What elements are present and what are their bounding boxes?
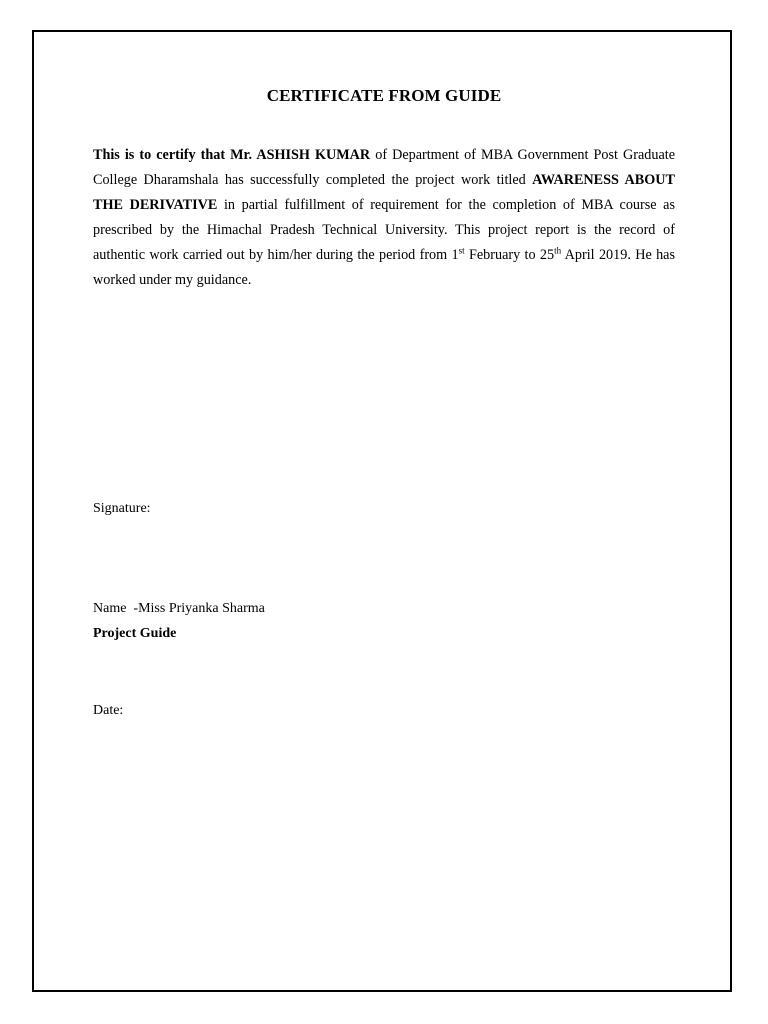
paragraph-text-1: of Department of MBA Government Post Graduate College Dharamshala has successfully completed the project work titled [93,147,675,188]
paragraph-text-4: April 2019. He has worked under my guidance. [93,247,675,288]
guide-role: Project Guide [93,626,177,641]
certificate-title: CERTIFICATE FROM GUIDE [266,86,502,105]
project-title: AWARENESS ABOUT THE DERIVATIVE [93,172,675,213]
guide-name: Name -Miss Priyanka Sharma [93,601,265,616]
signature-label: Signature: [93,501,151,516]
ordinal-suffix-st: st [458,245,465,256]
paragraph-text-3: February to 25 [464,247,555,263]
intro-statement: This is to certify that Mr. ASHISH KUMAR [93,147,371,163]
date-label: Date: [93,703,124,718]
ordinal-suffix-th: th [554,245,562,256]
certificate-paragraph [93,143,675,293]
paragraph-text-2: in partial fulfillment of requirement for the completion of MBA course as prescribed by the Himachal Pradesh Technical University. This project report is the record of authentic work carried out by him/her during the period from 1 [93,197,675,263]
